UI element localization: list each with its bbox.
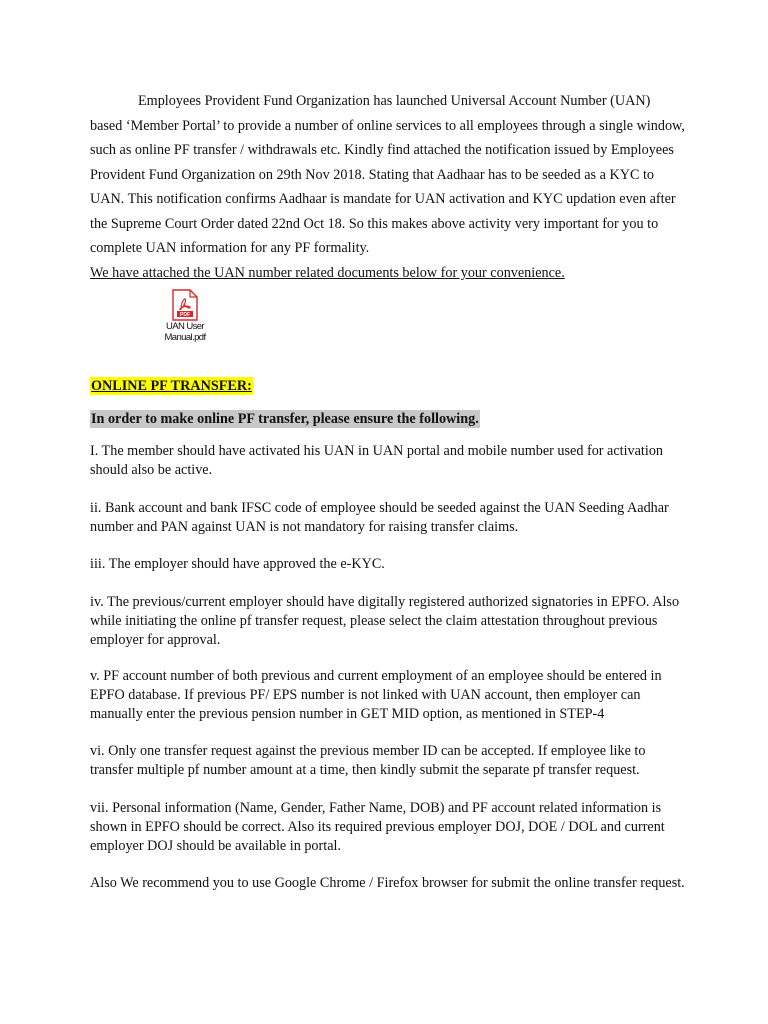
requirement-item-3: iii. The employer should have approved the e-KYC.	[90, 556, 385, 572]
requirement-item-5: v. PF account number of both previous and current employment of an employee should be entered in EPFO database. If previous PF/ EPS number is not linked with UAN account, then employer can manually enter the previous pension number in GET MID option, as mentioned in STEP-4	[90, 668, 662, 722]
attachment-filename-line2: Manual.pdf	[164, 332, 206, 343]
intro-paragraph	[90, 89, 686, 261]
embedded-pdf-attachment[interactable]	[150, 289, 220, 343]
section-heading: ONLINE PF TRANSFER:	[91, 378, 252, 394]
section-subheading: In order to make online PF transfer, please ensure the following.	[91, 411, 479, 427]
requirement-item-2: ii. Bank account and bank IFSC code of employee should be seeded against the UAN Seeding Aadhar number and PAN against UAN is not mandatory for raising transfer claims.	[90, 500, 669, 535]
closing-recommendation: Also We recommend you to use Google Chrome / Firefox browser for submit the online transfer request.	[90, 875, 685, 891]
requirement-item-1: I. The member should have activated his UAN in UAN portal and mobile number used for activation should also be active.	[90, 443, 664, 478]
attachment-note: We have attached the UAN number related documents below for your convenience.	[90, 265, 565, 281]
requirement-item-4: iv. The previous/current employer should have digitally registered authorized signatories in EPFO. Also while initiating the online pf transfer request, please select the claim attestation throughout previous employer for approval.	[90, 594, 680, 648]
requirement-item-7: vii. Personal information (Name, Gender, Father Name, DOB) and PF account related information is shown in EPFO should be correct. Also its required previous employer DOJ, DOE / DOL and current employer DOJ should be available in portal.	[90, 800, 665, 854]
requirement-item-6: vi. Only one transfer request against the previous member ID can be accepted. If employee like to transfer multiple pf number amount at a time, then kindly submit the separate pf transfer request.	[90, 743, 646, 778]
attachment-filename-line1: UAN User	[166, 321, 204, 332]
pdf-icon-label: PDF	[180, 312, 190, 318]
intro-text: Employees Provident Fund Organization has launched Universal Account Number (UAN) based ‘Member Portal’ to provide a number of online services to all employees through a single window, such as online PF transfer / withdrawals etc. Kindly find attached the notification issued by Employees Provident Fund Organization on 29th Nov 2018. Stating that Aadhaar has to be seeded as a KYC to UAN. This notification confirms Aadhaar is mandate for UAN activation and KYC updation even after the Supreme Court Order dated 22nd Oct 18. So this makes above activity very important for you to complete UAN information for any PF formality.	[90, 93, 685, 256]
pdf-file-icon	[172, 289, 198, 321]
